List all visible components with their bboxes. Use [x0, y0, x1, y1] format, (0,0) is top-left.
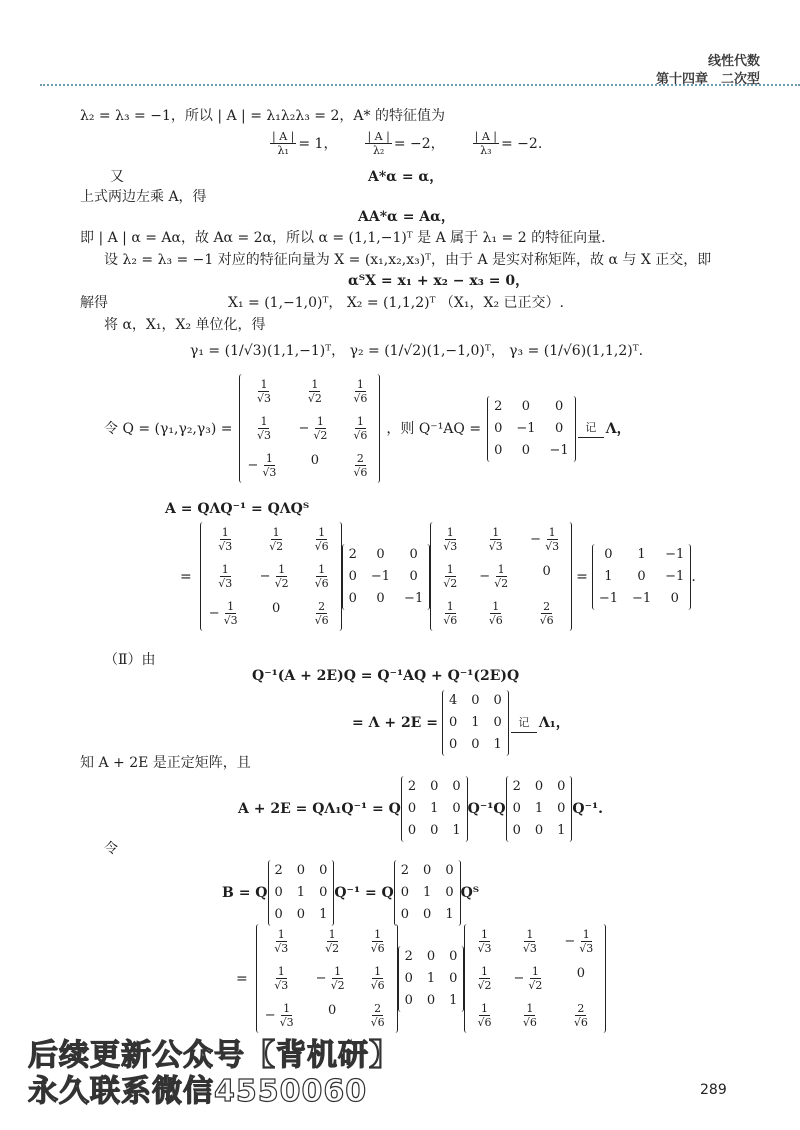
- q-definition: 令 Q = (γ₁,γ₂,γ₃) = $\frac{1}{√3}$ $\frac{1}{√2}$ $\frac{1}{√6}$ $\frac{1}{√3}$ − $\frac{1}{√2}$ $\frac{1}{√6}$ − $\frac{1}{√3}$ 0 $\frac{2}{√6}$ ，则 Q⁻¹AQ = 2 0 0 0 −1 0 0 0 −1 记 Λ，: [104, 374, 631, 483]
- header-book-title: 线性代数: [707, 54, 760, 69]
- matrix-q-3: $\frac{1}{√3}$ $\frac{1}{√2}$ $\frac{1}{√6}$ $\frac{1}{√3}$ − $\frac{1}{√2}$ $\frac{1}{√6}$ − $\frac{1}{√3}$ 0 $\frac{2}{√6}$: [256, 924, 398, 1033]
- frac-a-l3: $\frac{| A |}{\text{λ₃}}$: [474, 130, 497, 157]
- text-eigenvector-alpha: 即 | A | α = Aα，故 Aα = 2α，所以 α = (1,1,−1)ᵀ 是 A 属于 λ₁ = 2 的特征向量.: [80, 230, 606, 246]
- matrix-sqrt2-b: 2 0 0 0 1 0 0 0 1: [506, 776, 573, 842]
- equation-x1-x2: X₁ = (1,−1,0)ᵀ， X₂ = (1,1,2)ᵀ （X₁，X₂ 已正交）.: [228, 295, 564, 311]
- matrix-q-transpose: $\frac{1}{√3}$ $\frac{1}{√3}$ − $\frac{1}{√3}$ $\frac{1}{√2}$ − $\frac{1}{√2}$ 0 $\frac{1}{√6}$ $\frac{1}{√6}$ $\frac{2}{√6}$: [430, 522, 572, 631]
- header-chapter-title: 第十四章 二次型: [655, 72, 760, 87]
- matrix-sqrt2-a: 2 0 0 0 1 0 0 0 1: [401, 776, 468, 842]
- b-definition: B = Q 2 0 0 0 1 0 0 0 1 Q⁻¹ = Q 2 0 0 0 1 0 0 0 1 Qᵀ: [222, 860, 479, 926]
- page-number: 289: [700, 1082, 727, 1098]
- matrix-q-transpose-2: $\frac{1}{√3}$ $\frac{1}{√3}$ − $\frac{1}{√3}$ $\frac{1}{√2}$ − $\frac{1}{√2}$ 0 $\frac{1}{√6}$ $\frac{1}{√6}$ $\frac{2}{√6}$: [464, 924, 606, 1033]
- equation-a-decomp: A = QΛQ⁻¹ = QΛQᵀ: [165, 501, 310, 517]
- equation-a-star: A*α = α，: [368, 169, 444, 185]
- a-product: = $\frac{1}{√3}$ $\frac{1}{√2}$ $\frac{1}{√6}$ $\frac{1}{√3}$ − $\frac{1}{√2}$ $\frac{1}{√6}$ − $\frac{1}{√3}$ 0 $\frac{2}{√6}$ 2 0 0 0 −1 0 0 0 −1 $\frac{1}{√3}$ $\frac{1}{√3}$ − $\frac{1}{√3}$ $\frac{1}{√2}$ − $\frac{1}{√2}$ 0 $\frac{1}{√6}$ $\frac{1}{√6}$ $\frac{2}{√6}$ = 0 1 −1 1 0 −1 −1 −1 0 .: [180, 522, 696, 631]
- equation-alpha-x: αᵀX = x₁ + x₂ − x₃ = 0，: [348, 273, 530, 289]
- matrix-result-a: 0 1 −1 1 0 −1 −1 −1 0: [592, 544, 692, 610]
- matrix-q: $\frac{1}{√3}$ $\frac{1}{√2}$ $\frac{1}{√6}$ $\frac{1}{√3}$ − $\frac{1}{√2}$ $\frac{1}{√6}$ − $\frac{1}{√3}$ 0 $\frac{2}{√6}$: [239, 374, 381, 483]
- text-line-eigenvalues: λ₂ = λ₃ = −1，所以 | A | = λ₁λ₂λ₃ = 2，A* 的特征值为: [80, 108, 445, 124]
- matrix-lambda: 2 0 0 0 −1 0 0 0 −1: [487, 396, 576, 462]
- a-plus-2e-line: A + 2E = QΛ₁Q⁻¹ = Q 2 0 0 0 1 0 0 0 1 Q⁻¹Q 2 0 0 0 1 0 0 0 1 Q⁻¹.: [238, 776, 603, 842]
- text-solve: 解得: [80, 295, 108, 311]
- watermark-line-2: 永久联系微信4550060: [28, 1074, 368, 1109]
- watermark-line-1: 后续更新公众号【背机研】: [28, 1038, 400, 1073]
- equation-q-inverse: Q⁻¹(A + 2E)Q = Q⁻¹AQ + Q⁻¹(2E)Q: [252, 668, 520, 684]
- b-product: = $\frac{1}{√3}$ $\frac{1}{√2}$ $\frac{1}{√6}$ $\frac{1}{√3}$ − $\frac{1}{√2}$ $\frac{1}{√6}$ − $\frac{1}{√3}$ 0 $\frac{2}{√6}$ 2 0 0 0 1 0 0 0 1 $\frac{1}{√3}$ $\frac{1}{√3}$ − $\frac{1}{√3}$ $\frac{1}{√2}$ − $\frac{1}{√2}$ 0 $\frac{1}{√6}$ $\frac{1}{√6}$ $\frac{2}{√6}$: [236, 924, 606, 1033]
- frac-a-l2: $\frac{| A |}{\text{λ₂}}$: [367, 130, 390, 157]
- part-two-label: （Ⅱ）由: [104, 652, 156, 668]
- text-orthogonal: 设 λ₂ = λ₃ = −1 对应的特征向量为 X = (x₁,x₂,x₃)ᵀ，由于 A 是实对称矩阵，故 α 与 X 正交，即: [104, 252, 712, 268]
- equation-gammas: γ₁ = (1/√3)(1,1,−1)ᵀ， γ₂ = (1/√2)(1,−1,0)ᵀ， γ₃ = (1/√6)(1,1,2)ᵀ.: [190, 343, 644, 359]
- matrix-lambda1: 4 0 0 0 1 0 0 0 1: [442, 690, 509, 756]
- text-ling: 令: [104, 841, 118, 857]
- matrix-q-2: $\frac{1}{√3}$ $\frac{1}{√2}$ $\frac{1}{√6}$ $\frac{1}{√3}$ − $\frac{1}{√2}$ $\frac{1}{√6}$ − $\frac{1}{√3}$ 0 $\frac{2}{√6}$: [200, 522, 342, 631]
- equation-aa-star: AA*α = Aα，: [358, 209, 455, 225]
- eigen-fractions: $\frac{| A |}{\text{λ₁}}$ = 1， $\frac{| A |}{\text{λ₂}}$ = −2， $\frac{| A |}{\text{λ₃}}$ = −2.: [272, 130, 543, 157]
- matrix-b-a: 2 0 0 0 1 0 0 0 1: [268, 860, 335, 926]
- text-left-multiply: 上式两边左乘 A，得: [80, 189, 207, 205]
- text-positive-definite: 知 A + 2E 是正定矩阵，且: [80, 755, 251, 771]
- matrix-sqrt2-c: 2 0 0 0 1 0 0 0 1: [398, 946, 465, 1012]
- text-you: 又: [110, 169, 124, 185]
- matrix-b-b: 2 0 0 0 1 0 0 0 1: [394, 860, 461, 926]
- lambda1-line: = Λ + 2E = 4 0 0 0 1 0 0 0 1 记 Λ₁，: [352, 690, 570, 756]
- frac-a-l1: $\frac{| A |}{\text{λ₁}}$: [272, 130, 295, 157]
- text-normalize: 将 α，X₁，X₂ 单位化，得: [104, 317, 266, 333]
- matrix-lambda-2: 2 0 0 0 −1 0 0 0 −1: [342, 544, 431, 610]
- header-divider: [40, 84, 800, 86]
